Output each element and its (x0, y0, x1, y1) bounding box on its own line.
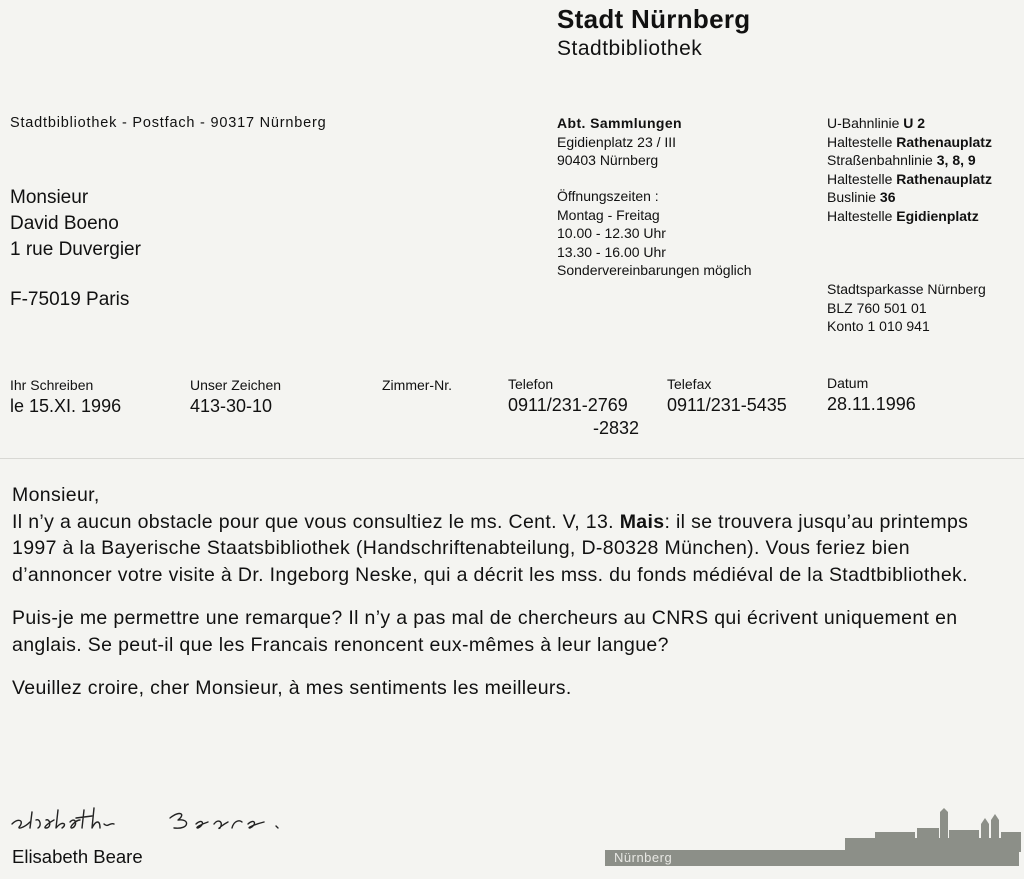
ref-label-datum: Datum (827, 375, 869, 391)
stop-label: Haltestelle (827, 133, 897, 150)
ref-value-unser: 413-30-10 (190, 396, 273, 416)
stop-value: Rathenauplatz (896, 133, 992, 150)
ref-value-datum: 28.11.1996 (827, 394, 916, 414)
hours-days: Montag - Freitag (557, 206, 660, 223)
paragraph-1-bold: Mais (619, 510, 665, 533)
signature-name: Elisabeth Beare (12, 846, 143, 867)
ref-label-zimmer: Zimmer-Nr. (382, 377, 452, 393)
letterhead-department: Stadtbibliothek (557, 37, 703, 60)
office-street: Egidienplatz 23 / III (557, 133, 677, 150)
ubahn-label: U-Bahnlinie (827, 115, 904, 131)
stop-value: Rathenauplatz (896, 170, 992, 187)
handwritten-signature (10, 798, 300, 838)
bank-name: Stadtsparkasse Nürnberg (827, 281, 986, 297)
paragraph-2: Puis-je me permettre une remarque? Il n’y a pas mal de chercheurs au CNRS qui écrivent uniquement en anglais. Se peut-il que les Francais renoncent eux-mêmes à leur langue? (12, 607, 958, 656)
recipient-line: Monsieur (10, 187, 89, 208)
stop-label: Haltestelle (827, 170, 897, 187)
tram-label: Straßenbahnlinie (827, 152, 937, 168)
ref-value-telefon: 0911/231-2769 (508, 395, 628, 415)
recipient-line: David Boeno (10, 213, 119, 234)
letter-body (12, 482, 1012, 719)
ref-value-telefax: 0911/231-5435 (667, 395, 787, 415)
stop-label: Haltestelle (827, 207, 897, 224)
hours-morning: 10.00 - 12.30 Uhr (557, 225, 666, 241)
salutation: Monsieur, (12, 484, 100, 506)
bank-block (827, 280, 986, 336)
bus-value: 36 (879, 189, 896, 205)
ref-value-ihr: le 15.XI. 1996 (10, 396, 122, 416)
ubahn-value: U 2 (903, 115, 926, 131)
recipient-line: 1 rue Duvergier (10, 239, 141, 260)
fold-line (0, 458, 1024, 459)
paragraph-1-end: : il se trouvera jusqu’au printemps 1997 à la Bayerische Staatsbibliothek (Handschriftenabteilung, D-80328 München). Vous feriez bien d’annoncer votre visite à Dr. Ingeborg Neske, qui a décrit les mss. du fonds médiéval de la Stadtbibliothek. (12, 510, 969, 586)
recipient-address (10, 185, 141, 263)
tram-value: 3, 8, 9 (936, 152, 976, 168)
city-logo-text: Nürnberg (614, 850, 673, 865)
recipient-city: F-75019 Paris (10, 289, 130, 310)
transit-block (827, 114, 992, 225)
office-city: 90403 Nürnberg (557, 152, 659, 168)
ref-label-telefon: Telefon (508, 376, 554, 392)
hours-label: Öffnungszeiten : (557, 188, 659, 204)
opening-hours (557, 187, 752, 280)
stop-value: Egidienplatz (896, 207, 979, 224)
ref-label-telefax: Telefax (667, 376, 712, 392)
bank-account: Konto 1 010 941 (827, 318, 930, 334)
bus-label: Buslinie (827, 189, 880, 205)
ref-label-unser: Unser Zeichen (190, 377, 282, 393)
office-block (557, 114, 682, 170)
skyline-logo-icon (845, 808, 1021, 852)
bank-blz: BLZ 760 501 01 (827, 299, 927, 316)
letterhead-city: Stadt Nürnberg (557, 4, 751, 34)
hours-special: Sondervereinbarungen möglich (557, 262, 752, 278)
paragraph-1-start: Il n’y a aucun obstacle pour que vous consultiez le ms. Cent. V, 13. (12, 510, 620, 533)
hours-afternoon: 13.30 - 16.00 Uhr (557, 243, 666, 260)
sender-return-line: Stadtbibliothek - Postfach - 90317 Nürnberg (10, 115, 327, 131)
paragraph-3: Veuillez croire, cher Monsieur, à mes sentiments les meilleurs. (12, 677, 572, 699)
ref-label-ihr: Ihr Schreiben (10, 377, 94, 393)
ref-value-telefon-ext: -2832 (593, 418, 640, 438)
paragraph-1 (12, 509, 1012, 589)
office-name: Abt. Sammlungen (557, 115, 683, 131)
